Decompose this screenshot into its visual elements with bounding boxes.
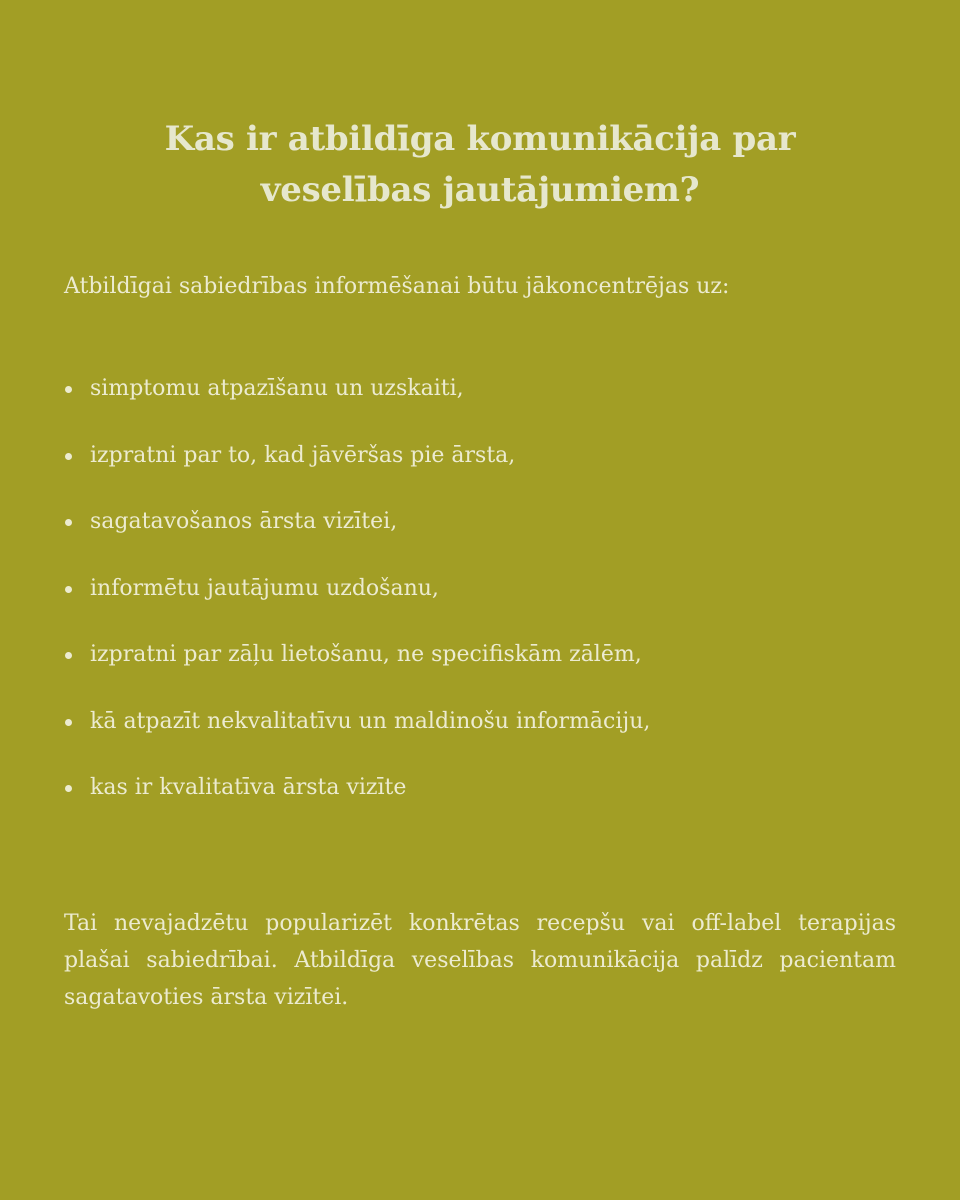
bullet-icon [65, 453, 72, 460]
list-item-text: izpratni par zāļu lietošanu, ne specifiskām zālēm, [90, 642, 642, 667]
list-item [64, 704, 650, 771]
list-item-text: izpratni par to, kad jāvēršas pie ārsta, [90, 442, 516, 468]
bullet-icon [65, 719, 72, 726]
intro-text: Atbildīgai sabiedrības informēšanai būtu jākoncentrējas uz: [64, 274, 730, 299]
page-title: Kas ir atbildīga komunikācija par veselības jautājumiem? [164, 119, 796, 210]
list-item [64, 637, 650, 704]
list-item [64, 371, 650, 438]
list-item [64, 504, 650, 571]
bullet-icon [65, 519, 72, 526]
bullet-icon [65, 386, 72, 393]
list-item-text: informētu jautājumu uzdošanu, [90, 575, 439, 601]
bullet-list [64, 371, 650, 837]
bullet-icon [65, 652, 72, 659]
list-item [64, 571, 650, 638]
list-item [64, 438, 650, 505]
list-item-text: sagatavošanos ārsta vizītei, [90, 509, 398, 534]
bullet-icon [65, 586, 72, 593]
closing-paragraph: Tai nevajadzētu popularizēt konkrētas recepšu vai off-label terapijas plašai sabiedrībai. Atbildīga veselības komunikācija palīdz pacientam sagatavoties ārsta vizītei. [64, 911, 896, 1010]
list-item-text: kā atpazīt nekvalitatīvu un maldinošu informāciju, [90, 708, 651, 734]
list-item-text: kas ir kvalitatīva ārsta vizīte [90, 775, 407, 800]
bullet-icon [65, 785, 72, 792]
list-item-text: simptomu atpazīšanu un uzskaiti, [90, 376, 464, 401]
list-item [64, 770, 650, 837]
